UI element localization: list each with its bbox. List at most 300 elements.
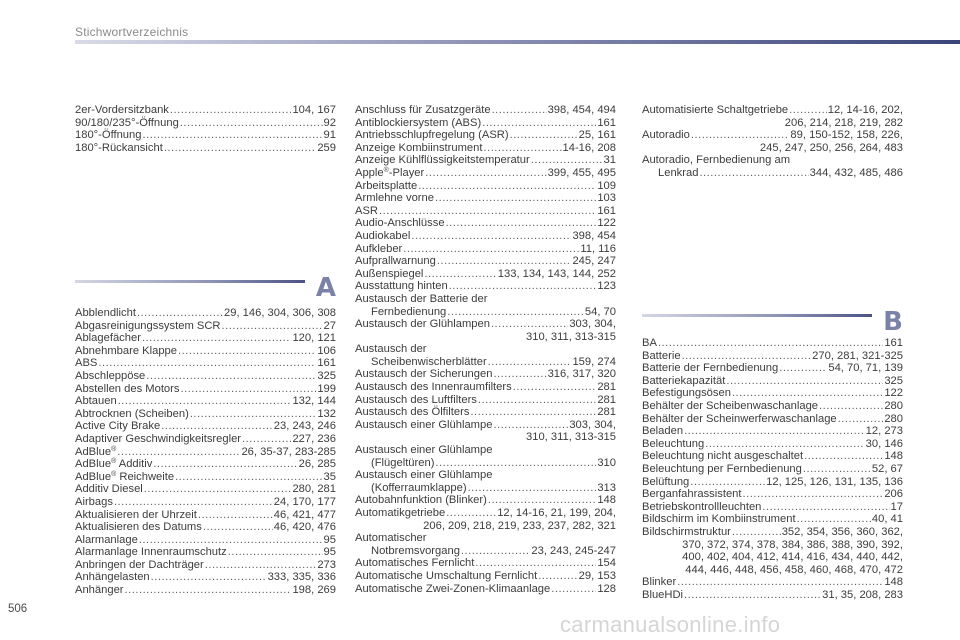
entry-line xyxy=(355,545,616,558)
entry-line xyxy=(642,129,903,142)
index-entry xyxy=(355,142,616,155)
entry-line xyxy=(75,420,336,433)
entry-line xyxy=(642,350,903,363)
entry-term: Ausstattung hinten xyxy=(355,280,448,293)
entry-pages: 128 xyxy=(597,582,616,595)
leader-dots xyxy=(491,318,568,331)
index-entry xyxy=(642,400,903,413)
entry-pages: 29, 153 xyxy=(578,569,616,582)
index-entry xyxy=(75,332,336,345)
entry-pages: 303, 304, xyxy=(569,318,616,331)
entry-term: Autoradio xyxy=(642,129,690,142)
index-entry xyxy=(355,129,616,142)
entry-pages-continued: 206, 214, 218, 219, 282 xyxy=(784,116,903,129)
index-entry xyxy=(355,167,616,180)
entry-term: Fernbedienung xyxy=(371,305,447,318)
entry-pages: 24, 170, 177 xyxy=(273,495,336,508)
entry-line xyxy=(355,104,616,117)
entry-pages-continued: 400, 402, 404, 412, 414, 416, 434, 440, 442, xyxy=(682,551,903,564)
index-entry xyxy=(642,337,903,350)
entry-line xyxy=(355,557,616,570)
entry-line xyxy=(75,117,336,130)
leader-dots xyxy=(838,413,884,426)
entry-line xyxy=(355,306,616,319)
leader-dots xyxy=(379,205,596,218)
entry-pages: 26, 35-37, 283-285 xyxy=(241,445,336,458)
leader-dots xyxy=(677,576,883,589)
entry-term: Automatische Zwei-Zonen-Klimaanlage xyxy=(355,582,551,595)
entry-pages: 313 xyxy=(597,481,616,494)
entry-pages: 245, 247 xyxy=(572,255,616,268)
entry-term: Austausch der Sicherungen xyxy=(355,368,493,381)
entry-pages: 27 xyxy=(323,319,336,332)
entry-pages: 154 xyxy=(597,557,616,570)
entry-pages: 310 xyxy=(597,456,616,469)
leader-dots xyxy=(446,217,597,230)
entry-line xyxy=(642,589,903,602)
entry-heading: Austausch der Batterie der xyxy=(355,292,488,305)
entry-term: Anhängelasten xyxy=(75,571,150,584)
entry-line xyxy=(75,395,336,408)
header-gradient-bar xyxy=(75,40,960,44)
entry-term: Batteriekapazität xyxy=(642,374,726,387)
entry-pages: 333, 335, 336 xyxy=(267,571,336,584)
index-column-3-b xyxy=(642,337,903,601)
index-entry xyxy=(75,370,336,383)
entry-pages: 148 xyxy=(884,576,903,589)
index-entry xyxy=(75,307,336,320)
leader-dots xyxy=(222,320,323,333)
leader-dots xyxy=(424,268,496,281)
index-entry xyxy=(355,192,616,205)
entry-line xyxy=(642,463,903,476)
entry-term: Anzeige Kühlflüssigkeitstemperatur xyxy=(355,154,530,167)
index-entry xyxy=(642,589,903,602)
entry-line xyxy=(355,507,616,520)
entry-term: BA xyxy=(642,337,657,349)
entry-term: Alarmanlage Innenraumschutz xyxy=(75,546,227,559)
index-entry xyxy=(642,488,903,501)
index-entry xyxy=(355,394,616,407)
leader-dots xyxy=(470,406,596,419)
entry-pages: 91 xyxy=(323,129,336,142)
entry-pages: 31, 35, 208, 283 xyxy=(822,588,903,601)
entry-line xyxy=(642,425,903,438)
entry-line xyxy=(642,526,903,539)
entry-term: Bildschirmstruktur xyxy=(642,525,731,538)
entry-line xyxy=(75,496,336,509)
entry-pages: 30, 146 xyxy=(865,437,903,450)
index-entry xyxy=(642,476,903,489)
entry-term: Abtrocknen (Scheiben) xyxy=(75,407,189,420)
leader-dots xyxy=(437,255,572,268)
entry-term: Batterie der Fernbedienung xyxy=(642,362,779,375)
entry-term: Abgasreinigungssystem SCR xyxy=(75,319,221,332)
entry-term: Aktualisieren des Datums xyxy=(75,521,202,534)
entry-term: Automatisches Fernlicht xyxy=(355,557,475,570)
entry-term: Austausch des Luftfilters xyxy=(355,393,477,406)
entry-line xyxy=(355,205,616,218)
entry-line xyxy=(75,534,336,547)
entry-line xyxy=(355,268,616,281)
index-entry xyxy=(642,463,903,476)
leader-dots xyxy=(493,368,546,381)
entry-pages: 159, 274 xyxy=(572,355,616,368)
entry-line xyxy=(355,318,616,331)
entries-a xyxy=(75,307,336,597)
entries-a-end xyxy=(642,104,903,180)
entry-pages: 259 xyxy=(317,141,336,154)
entry-term: Beladen xyxy=(642,425,684,438)
index-entry xyxy=(642,350,903,363)
entry-term: ASR xyxy=(355,204,379,217)
index-entry xyxy=(75,383,336,396)
entry-term: Blinker xyxy=(642,576,677,589)
entry-pages: 281 xyxy=(597,406,616,419)
entry-line xyxy=(75,433,336,446)
entry-term: AdBlue® Additiv xyxy=(75,458,153,471)
entry-line xyxy=(355,406,616,419)
entry-pages: 52, 67 xyxy=(871,462,903,475)
index-entry xyxy=(75,471,336,484)
index-entry xyxy=(75,446,336,459)
entry-line xyxy=(75,320,336,333)
leader-dots xyxy=(151,571,267,584)
entry-heading: Austausch einer Glühlampe xyxy=(355,469,493,482)
page-number: 506 xyxy=(8,603,28,615)
leader-dots xyxy=(403,243,579,256)
index-entry xyxy=(355,243,616,256)
entry-pages: 132, 144 xyxy=(292,395,336,408)
leader-dots xyxy=(789,104,827,117)
entry-line xyxy=(355,192,616,205)
index-entry xyxy=(355,469,616,494)
entry-line xyxy=(355,381,616,394)
entry-line xyxy=(642,476,903,489)
index-entry xyxy=(75,408,336,421)
leader-dots xyxy=(142,332,292,345)
entry-pages: 133, 134, 143, 144, 252 xyxy=(497,267,616,280)
entry-heading: Austausch der xyxy=(355,343,427,356)
entry-line xyxy=(75,383,336,396)
entry-line xyxy=(355,142,616,155)
entry-term: Austausch einer Glühlampe xyxy=(355,418,493,431)
entry-pages-continued: 245, 247, 250, 256, 264, 483 xyxy=(759,141,903,154)
entry-term: Berganfahrassistent xyxy=(642,488,742,501)
entry-pages: 198, 269 xyxy=(292,584,336,597)
entry-line xyxy=(75,104,336,117)
entry-pages-continued: 444, 446, 448, 456, 458, 460, 468, 470, 472 xyxy=(685,563,903,576)
entry-term: Automatische Umschaltung Fernlicht xyxy=(355,569,538,582)
entry-term: Arbeitsplatte xyxy=(355,179,418,192)
entries-numeric xyxy=(75,104,336,154)
entry-term: AdBlue® xyxy=(75,445,117,458)
leader-dots xyxy=(779,362,827,375)
leader-dots xyxy=(411,230,571,243)
entry-pages: 14-16, 208 xyxy=(562,141,616,154)
entry-pages: 103 xyxy=(597,192,616,205)
leader-dots xyxy=(425,167,546,180)
entry-line xyxy=(355,457,616,470)
entry-line xyxy=(642,413,903,426)
leader-dots xyxy=(482,117,596,130)
entry-pages: 398, 454, 494 xyxy=(547,104,616,116)
entry-term: Antiblockiersystem (ABS) xyxy=(355,116,482,129)
index-entry xyxy=(75,509,336,522)
entry-pages: 12, 273 xyxy=(865,425,903,438)
leader-dots xyxy=(699,167,808,180)
entry-line xyxy=(355,570,616,583)
index-entry xyxy=(642,375,903,388)
entry-pages: 11, 116 xyxy=(580,242,616,255)
index-entry xyxy=(355,205,616,218)
entry-line xyxy=(642,513,903,526)
entry-term: (Kofferraumklappe) xyxy=(371,481,467,494)
index-entry xyxy=(355,406,616,419)
leader-dots xyxy=(205,559,317,572)
leader-dots xyxy=(804,450,883,463)
leader-dots xyxy=(180,383,316,396)
entry-pages-continued: 206, 209, 218, 219, 233, 237, 282, 321 xyxy=(423,519,616,532)
leader-dots xyxy=(743,488,884,501)
leader-dots xyxy=(682,350,812,363)
leader-dots xyxy=(483,142,561,155)
entry-term: (Flügeltüren) xyxy=(371,456,435,469)
entry-pages: 281 xyxy=(597,381,616,394)
entry-line xyxy=(75,509,336,522)
entry-line xyxy=(355,217,616,230)
index-column-3 xyxy=(642,104,903,180)
index-entry xyxy=(642,413,903,426)
entry-pages: 161 xyxy=(317,357,336,370)
entry-pages: 26, 285 xyxy=(298,458,336,471)
entry-pages-continued: 310, 311, 313-315 xyxy=(526,330,616,343)
index-entry xyxy=(355,293,616,318)
entry-pages: 227, 236 xyxy=(292,432,336,445)
leader-dots xyxy=(468,482,597,495)
entry-line xyxy=(642,438,903,451)
entry-term: Apple®-Player xyxy=(355,166,425,179)
entry-term: ABS xyxy=(75,357,98,370)
leader-dots xyxy=(492,104,547,117)
entry-pages: 273 xyxy=(317,558,336,571)
entry-line xyxy=(355,230,616,243)
entry-term: Abblendlicht xyxy=(75,307,136,319)
index-entry xyxy=(75,129,336,142)
index-entry xyxy=(355,343,616,368)
entry-term: Anschluss für Zusatzgeräte xyxy=(355,104,491,116)
index-entry xyxy=(642,513,903,526)
entry-pages: 281 xyxy=(597,393,616,406)
leader-dots xyxy=(117,446,240,459)
leader-dots xyxy=(435,192,596,205)
entry-pages: 40, 41 xyxy=(871,513,903,526)
leader-dots xyxy=(684,425,865,438)
entry-pages: 161 xyxy=(884,337,903,349)
leader-dots xyxy=(161,420,273,433)
index-entry xyxy=(642,576,903,589)
leader-dots xyxy=(190,408,317,421)
entry-pages: 280, 281 xyxy=(292,483,336,496)
entry-line xyxy=(75,559,336,572)
entry-term: Anbringen der Dachträger xyxy=(75,558,204,571)
letter-divider-line xyxy=(75,280,305,283)
entry-line xyxy=(75,571,336,584)
index-entry xyxy=(355,532,616,557)
index-entry xyxy=(642,154,903,179)
entry-heading: Austausch einer Glühlampe xyxy=(355,444,493,457)
leader-dots xyxy=(125,584,292,597)
entry-line xyxy=(642,488,903,501)
leader-dots xyxy=(488,356,572,369)
entry-line xyxy=(355,482,616,495)
entry-pages: 46, 420, 476 xyxy=(273,521,336,534)
entry-line xyxy=(642,501,903,514)
entries-b xyxy=(642,337,903,601)
leader-dots xyxy=(118,395,292,408)
entry-pages: 344, 432, 485, 486 xyxy=(809,166,903,179)
index-entry xyxy=(355,583,616,596)
leader-dots xyxy=(180,117,323,130)
entry-line xyxy=(75,357,336,370)
index-entry xyxy=(355,570,616,583)
index-entry xyxy=(355,180,616,193)
entry-pages-continued: 310, 311, 313-315 xyxy=(526,431,616,444)
entry-line xyxy=(355,394,616,407)
entry-pages: 12, 14-16, 21, 199, 204, xyxy=(497,507,616,519)
entry-term: Belüftung xyxy=(642,475,690,488)
index-entry xyxy=(355,280,616,293)
entry-term: Aufkleber xyxy=(355,242,403,255)
entry-pages: 325 xyxy=(317,369,336,382)
entry-line xyxy=(75,332,336,345)
entry-term: Bildschirm im Kombiinstrument xyxy=(642,513,796,526)
entry-line xyxy=(75,307,336,320)
entry-term: Austausch des Innenraumfilters xyxy=(355,381,512,394)
entry-term: Automatikgetriebe xyxy=(355,507,446,519)
entry-line xyxy=(355,243,616,256)
section-letter-b: B xyxy=(883,307,903,337)
entry-pages: 122 xyxy=(884,387,903,400)
entry-term: 90/180/235°-Öffnung xyxy=(75,116,179,129)
letter-divider-b xyxy=(642,307,903,337)
leader-dots xyxy=(493,419,568,432)
entry-pages: 303, 304, xyxy=(569,418,616,431)
entry-line xyxy=(355,356,616,369)
entry-term: Armlehne vorne xyxy=(355,192,434,205)
section-letter-a: A xyxy=(315,273,336,303)
entry-term: Audiokabel xyxy=(355,229,411,242)
index-entry xyxy=(75,458,336,471)
index-entry xyxy=(642,129,903,154)
leader-dots xyxy=(819,400,883,413)
entry-pages: 120, 121 xyxy=(292,332,336,345)
entry-term: Beleuchtung per Fernbedienung xyxy=(642,462,802,475)
leader-dots xyxy=(684,589,821,602)
entry-heading: Autoradio, Fernbedienung am xyxy=(642,154,791,167)
index-entry xyxy=(355,268,616,281)
entry-pages: 161 xyxy=(597,116,616,129)
leader-dots xyxy=(705,438,864,451)
entry-term: Beleuchtung xyxy=(642,437,705,450)
entry-pages: 398, 454 xyxy=(572,229,616,242)
entry-line xyxy=(355,494,616,507)
entry-line xyxy=(75,129,336,142)
leader-dots xyxy=(178,345,316,358)
entry-pages: 23, 243, 245-247 xyxy=(531,544,616,557)
entry-term: Behälter der Scheibenwaschanlage xyxy=(642,399,819,412)
entry-pages: 148 xyxy=(884,450,903,463)
entry-pages: 106 xyxy=(317,344,336,357)
entry-term: AdBlue® Reichweite xyxy=(75,470,175,483)
leader-dots xyxy=(551,583,596,596)
index-entry xyxy=(355,117,616,130)
leader-dots xyxy=(449,280,597,293)
index-entry xyxy=(355,368,616,381)
entry-term: Abstellen des Motors xyxy=(75,382,180,395)
entry-line xyxy=(75,446,336,459)
entry-pages: 206 xyxy=(884,488,903,501)
entry-line xyxy=(355,583,616,596)
entry-line xyxy=(355,129,616,142)
entry-pages: 89, 150-152, 158, 226, xyxy=(790,129,903,142)
index-header-title: Stichwortverzeichnis xyxy=(75,25,189,39)
entry-pages: 17 xyxy=(890,500,903,513)
leader-dots xyxy=(510,129,578,142)
leader-dots xyxy=(762,501,889,514)
entry-line xyxy=(355,154,616,167)
index-entry xyxy=(75,559,336,572)
entry-pages-continued: 370, 372, 374, 378, 384, 386, 388, 390, 392, xyxy=(682,538,903,551)
entry-line xyxy=(642,387,903,400)
leader-dots xyxy=(732,526,781,539)
entry-line xyxy=(642,400,903,413)
index-entry xyxy=(355,494,616,507)
leader-dots xyxy=(478,394,596,407)
leader-dots xyxy=(164,142,317,155)
entry-pages: 35 xyxy=(323,470,336,483)
leader-dots xyxy=(139,534,323,547)
leader-dots xyxy=(137,307,223,320)
index-entry xyxy=(355,557,616,570)
entry-line xyxy=(355,368,616,381)
entry-line xyxy=(75,584,336,597)
entry-line xyxy=(642,337,903,350)
leader-dots xyxy=(175,471,322,484)
entry-line xyxy=(642,576,903,589)
entry-pages: 23, 243, 246 xyxy=(273,420,336,433)
index-entry xyxy=(75,395,336,408)
entry-pages: 148 xyxy=(597,494,616,507)
index-entry xyxy=(642,362,903,375)
index-entry xyxy=(642,438,903,451)
leader-dots xyxy=(538,570,577,583)
leader-dots xyxy=(447,306,584,319)
entry-term: Befestigungsösen xyxy=(642,387,731,400)
index-entry xyxy=(75,320,336,333)
entry-line xyxy=(75,483,336,496)
entry-term: Abtauen xyxy=(75,395,117,408)
index-entry xyxy=(355,154,616,167)
entry-term: BlueHDi xyxy=(642,588,684,601)
leader-dots xyxy=(242,433,291,446)
leader-dots xyxy=(488,494,596,507)
index-entry xyxy=(75,357,336,370)
entry-term: Automatisierte Schaltgetriebe xyxy=(642,104,789,116)
entry-line xyxy=(75,546,336,559)
index-entry xyxy=(642,526,903,576)
index-entry xyxy=(75,534,336,547)
